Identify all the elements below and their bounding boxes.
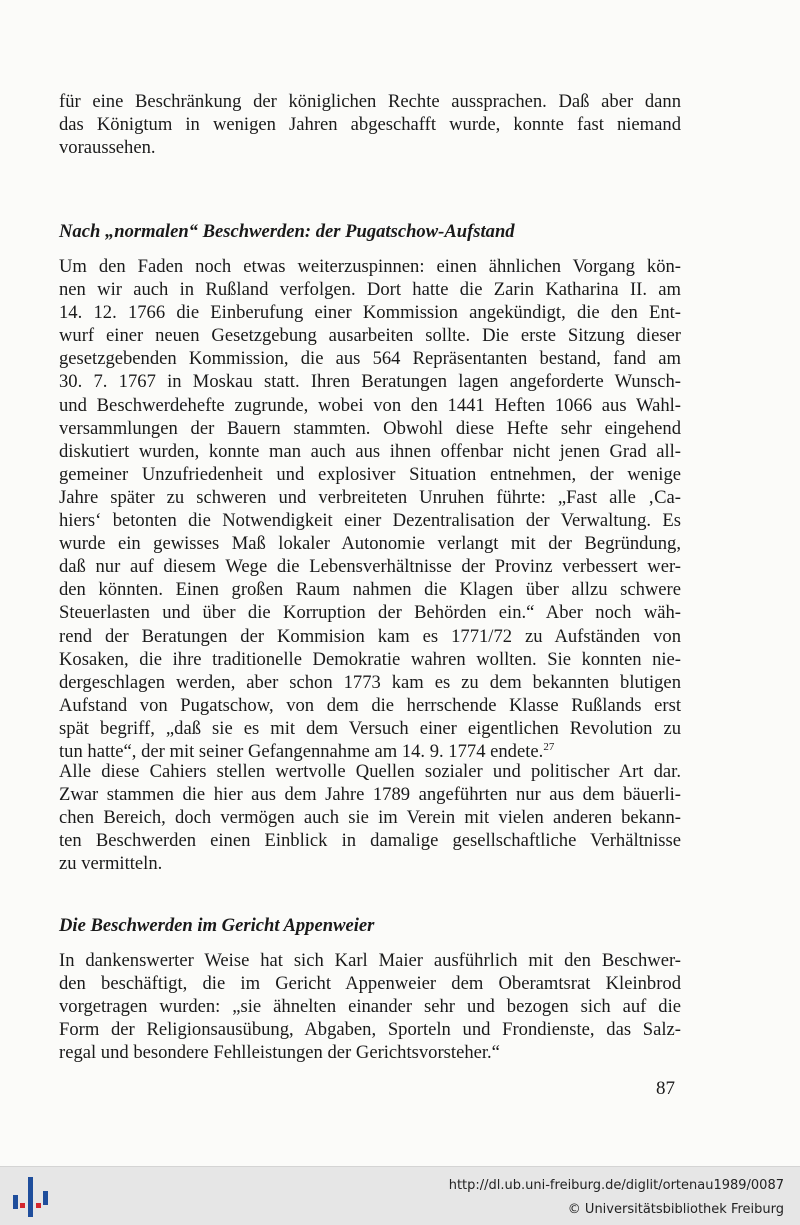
text-line: Jahre später zu schweren und verbreiteten Unruhen führte: „Fast alle ‚Ca- [59, 486, 681, 508]
university-library-logo-icon [10, 1175, 52, 1219]
text-line: den könnten. Einen großen Raum nahmen die Klagen über allzu schwere [59, 579, 681, 601]
text-line: voraussehen. [59, 137, 156, 159]
section1-paragraph2 [59, 760, 681, 875]
text-line: ten Beschwerden einen Einblick in damalige gesellschaftliche Verhältnisse [59, 830, 681, 852]
text-line: Alle diese Cahiers stellen wertvolle Quellen sozialer und politischer Art dar. [59, 761, 681, 782]
text-line-content: tun hatte“, der mit seiner Gefangennahme am 14. 9. 1774 endete. [59, 740, 544, 762]
footnote-reference[interactable]: 27 [543, 740, 555, 753]
viewer-footer [0, 1166, 800, 1225]
text-line: das Königtum in wenigen Jahren abgeschafft wurde, konnte fast niemand [59, 114, 681, 136]
text-line: hiers‘ betonten die Notwendigkeit einer Dezentralisation der Verwaltung. Es [59, 510, 681, 532]
text-line: wurf einer neuen Gesetzgebung ausarbeiten sollte. Die erste Sitzung dieser [59, 325, 681, 347]
text-line: 14. 12. 1766 die Einberufung einer Kommission angekündigt, die den Ent- [59, 302, 681, 324]
text-line: 30. 7. 1767 in Moskau statt. Ihren Beratungen lagen angeforderte Wunsch- [59, 371, 681, 393]
text-line: den beschäftigt, die im Gericht Appenweier dem Oberamtsrat Kleinbrod [59, 973, 681, 995]
text-line: spät begriff, „daß sie es mit dem Versuch einer eigentlichen Revolution zu [59, 717, 681, 739]
section-heading-pugatschow: Nach „normalen“ Beschwerden: der Pugatschow-Aufstand [59, 221, 515, 242]
text-line: Steuerlasten und über die Korruption der Behörden ein.“ Aber noch wäh- [59, 602, 681, 624]
text-line: vorgetragen wurden: „sie ähnelten einander sehr und bezogen sich auf die [59, 996, 681, 1018]
text-line: nen wir auch in Rußland verfolgen. Dort hatte die Zarin Katharina II. am [59, 279, 681, 301]
text-line: dergeschlagen werden, aber schon 1773 kam es zu dem bekannten blutigen [59, 671, 681, 693]
text-line: Zwar stammen die hier aus dem Jahre 1789 angeführten nur aus dem bäuerli- [59, 784, 681, 806]
text-line: Form der Religionsausübung, Abgaben, Sporteln und Frondienste, das Salz- [59, 1019, 681, 1041]
text-line: zu vermitteln. [59, 853, 163, 875]
text-line: gesetzgebenden Kommission, die aus 564 Repräsentanten bestand, fand am [59, 348, 681, 370]
text-line: chen Bereich, doch vermögen auch sie im Verein mit vielen anderen bekann- [59, 807, 681, 829]
text-line: wurde ein gewisses Maß lokaler Autonomie verlangt mit der Begründung, [59, 533, 681, 555]
page-number: 87 [656, 1078, 675, 1099]
text-line: und Beschwerdehefte zugrunde, wobei von den 1441 Heften 1066 aus Wahl- [59, 394, 681, 416]
text-line: gemeiner Unzufriedenheit und explosiver Situation entnehmen, der wenige [59, 463, 681, 485]
paragraph-top [59, 90, 681, 159]
text-line: für eine Beschränkung der königlichen Rechte aussprachen. Daß aber dann [59, 91, 681, 112]
permalink-link[interactable]: http://dl.ub.uni-freiburg.de/diglit/ortenau1989/0087 [448, 1178, 784, 1193]
section1-paragraph1 [59, 255, 681, 763]
section-heading-appenweier: Die Beschwerden im Gericht Appenweier [59, 915, 375, 936]
text-line: regal und besondere Fehlleistungen der Gerichtsvorsteher.“ [59, 1042, 500, 1064]
text-line: Aufstand von Pugatschow, von dem die herrschende Klasse Rußlands erst [59, 694, 681, 716]
section2-paragraph1 [59, 949, 681, 1064]
text-line: diskutiert wurden, konnte man auch aus ihnen offenbar nicht jenen Grad all- [59, 440, 681, 462]
text-line: versammlungen der Bauern stammten. Obwohl diese Hefte sehr eingehend [59, 417, 681, 439]
text-line: rend der Beratungen der Kommision kam es 1771/72 zu Aufständen von [59, 625, 681, 647]
text-line: Um den Faden noch etwas weiterzuspinnen: einen ähnlichen Vorgang kön- [59, 256, 681, 277]
text-line: In dankenswerter Weise hat sich Karl Maier ausführlich mit den Beschwer- [59, 950, 681, 971]
copyright-text: © Universitätsbibliothek Freiburg [567, 1202, 784, 1217]
text-line: daß nur auf diesem Wege die Lebensverhältnisse der Provinz verbessert wer- [59, 556, 681, 578]
text-line: Kosaken, die ihre traditionelle Demokratie wahren wollten. Sie konnten nie- [59, 648, 681, 670]
